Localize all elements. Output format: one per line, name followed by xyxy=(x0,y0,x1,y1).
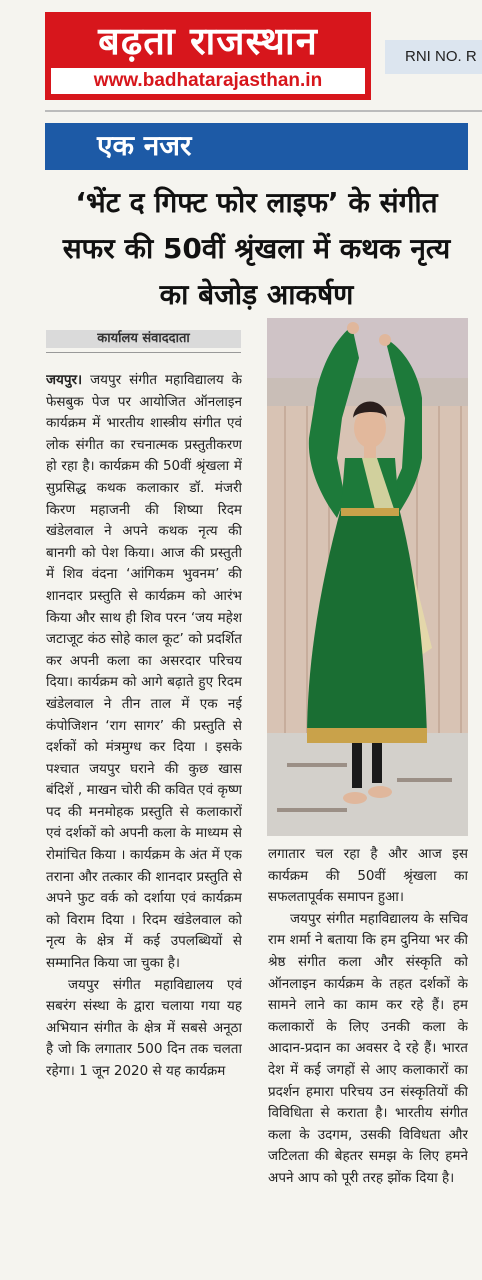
headline: ‘भेंट द गिफ्ट फोर लाइफ’ के संगीत सफर की 50वीं श्रृंखला में कथक नृत्य का बेजोड़ आकर्षण xyxy=(62,186,451,311)
article-column-left xyxy=(46,370,242,1270)
dancer-illustration xyxy=(267,318,468,836)
article-column-right xyxy=(268,844,468,1270)
newspaper-url[interactable]: www.badhatarajasthan.in xyxy=(51,68,365,94)
article-text: जयपुर संगीत महाविद्यालय के फेसबुक पेज पर आयोजित ऑनलाइन कार्यक्रम में भारतीय शास्त्रीय संगीत एवं लोक संगीत का रचनात्मक प्रस्तुतीकरण हो रहा है। कार्यक्रम की 50वीं श्रृंखला में सुप्रसिद्ध कथक कलाकार डॉ. मंजरी किरण महाजनी की शिष्या रिदम खंडेलवाल ने अपने कथक नृत्य की बानगी को पेश किया। आज की प्रस्तुती में शिव वंदना ‘आंगिकम भुवनम’ की शानदार प्रस्तुति से कार्यक्रम को आरंभ किया और साथ ही शिव परन ‘जय महेश जटाजूट कंठ सोहे काल कूट’ को प्रदर्शित कर अपनी कला का असरदार परिचय दिया। कार्यक्रम को आगे बढ़ाते हुए रिदम खंडेलवाल ने तीन ताल में एक नई कंपोजिशन ‘राग सागर’ की प्रस्तुति से दर्शकों को मंत्रमुग्ध कर दिया । इसके पश्चात जयपुर घराने की कुछ खास बंदिशें , माखन चोरी की कवित एवं कृष्ण पद की मनमोहक प्रस्तुति से कलाकारों एवं दर्शकों को अपनी कला के माध्यम से रोमांचित किया । कार्यक्रम के अंत में एक तराना और तत्कार की शानदार प्रस्तुति से अपने फुट वर्क को दर्शाया एवं कार्यक्रम को विराम दिया । रिदम खंडेलवाल को नृत्य के क्षेत्र में कई उपलब्धियों से सम्मानित किया जा चुका है। xyxy=(46,372,242,972)
article-paragraph: लगातार चल रहा है और आज इस कार्यक्रम की 50वीं श्रृंखला का सफलतापूर्वक समापन हुआ। xyxy=(268,846,468,906)
rni-number: RNI NO. R xyxy=(385,40,482,74)
article-paragraph: जयपुर संगीत महाविद्यालय के सचिव राम शर्मा ने बताया कि हम दुनिया भर की श्रेष्ठ संगीत कला और संस्कृति को ऑनलाइन कार्यक्रम के तहत दर्शकों के सामने लाने का काम कर रहे हैं। हम कलाकारों के लिए उनकी कला के आदान-प्रदान का अवसर दे रहे हैं। भारत देश में कई जगहों से आए कलाकारों का प्रदर्शन हमारा परिचय उन संस्कृतियों की विविधिता से कराता है। भारतीय संगीत कला के उदगम, उसकी विविधता और जटिलता की बेहतर समझ के लिए हमने अपने आप को पूरी तरह झोंक दिया है। xyxy=(268,910,468,1186)
byline-divider xyxy=(46,352,241,353)
article-paragraph: जयपुर संगीत महाविद्यालय एवं सबरंग संस्था के द्वारा चलाया गया यह अभियान संगीत के क्षेत्र में सबसे अनूठा है जो कि लगातार 500 दिन तक चलता रहेगा। 1 जून 2020 से यह कार्यक्रम xyxy=(46,976,242,1079)
section-label: एक नजर xyxy=(97,129,192,162)
article-paragraph xyxy=(46,370,242,975)
byline: कार्यालय संवाददाता xyxy=(46,330,241,348)
dateline: जयपुर। xyxy=(46,372,83,388)
masthead xyxy=(45,12,371,100)
section-banner xyxy=(45,123,468,170)
kathak-dancer-photo xyxy=(267,318,468,836)
newspaper-name: बढ़ता राजस्थान xyxy=(98,19,318,63)
masthead-divider xyxy=(45,110,482,112)
